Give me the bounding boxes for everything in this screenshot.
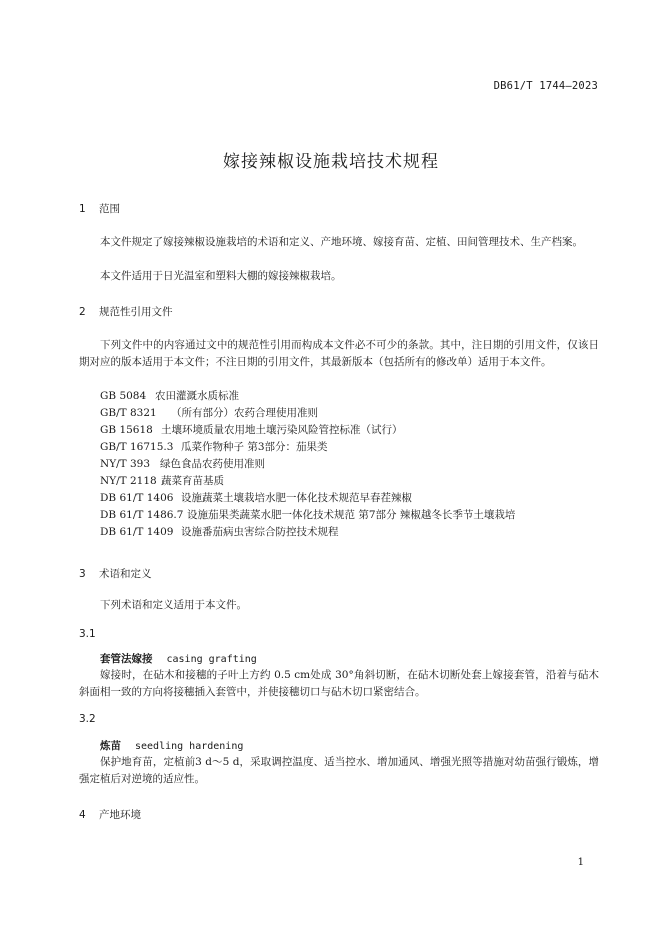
reference-code: NY/T 2118 [100,475,157,487]
section-2-paragraph-1: 下列文件中的内容通过文中的规范性引用而构成本文件必不可少的条款。其中，注日期的引用文件，仅该日期对应的版本适用于本文件；不注日期的引用文件，其最新版本（包括所有的修改单）适用于本文件。 [79,339,599,368]
reference-title: 土壤环境质量农用地土壤污染风险管控标准（试行） [161,424,403,436]
term-chinese: 套管法嫁接 [100,653,153,665]
section-3-paragraph-1: 下列术语和定义适用于本文件。 [100,599,247,611]
term-3-1-number: 3.1 [79,628,96,640]
reference-code: DB 61/T 1486.7 [100,509,184,521]
section-number: 2 [79,306,86,318]
reference-title: 设施蔬菜土壤栽培水肥一体化技术规范早春茬辣椒 [181,492,412,504]
term-3-2-definition: 保护地育苗，定植前3 d～5 d，采取调控温度、适当控水、增加通风、增强光照等措施对幼苗强行锻炼，增强定植后对逆境的适应性。 [79,756,599,785]
section-number: 3 [79,568,86,580]
reference-title: 绿色食品农药使用准则 [160,458,265,470]
reference-code: GB/T 16715.3 [100,441,174,453]
section-3-heading [79,566,152,581]
term-3-2-number: 3.2 [79,713,96,725]
section-1-paragraph-1: 本文件规定了嫁接辣椒设施栽培的术语和定义、产地环境、嫁接育苗、定植、田间管理技术、生产档案。 [100,236,583,248]
term-3-2-title [100,738,243,753]
section-1-paragraph-2: 本文件适用于日光温室和塑料大棚的嫁接辣椒栽培。 [100,270,342,282]
term-chinese: 炼苗 [100,740,121,752]
reference-item [100,405,318,422]
reference-item [100,524,339,541]
reference-item [100,439,328,456]
document-code: DB61/T 1744—2023 [493,80,598,92]
reference-title: 设施番茄病虫害综合防控技术规程 [181,526,339,538]
section-number: 4 [79,809,86,821]
term-english: casing grafting [166,654,257,665]
reference-code: DB 61/T 1406 [100,492,174,504]
term-3-1-definition: 嫁接时，在砧木和接穗的子叶上方约 0.5 cm处成 30°角斜切断，在砧木切断处套上嫁接套管，沿着与砧木斜面相一致的方向将接穗插入套管中，并使接穗切口与砧木切口紧密结合。 [79,669,599,698]
reference-title: 设施茄果类蔬菜水肥一体化技术规范 第7部分 辣椒越冬长季节土壤栽培 [187,509,516,521]
section-4-heading [79,807,141,822]
reference-code: GB 15618 [100,424,153,436]
reference-title: 蔬菜育苗基质 [161,475,224,487]
section-title: 产地环境 [99,809,141,821]
reference-item [100,507,515,524]
reference-item [100,456,265,473]
reference-title: 农田灌溉水质标准 [155,390,239,402]
document-title: 嫁接辣椒设施栽培技术规程 [223,152,439,172]
reference-code: DB 61/T 1409 [100,526,174,538]
reference-code: GB 5084 [100,390,147,402]
term-3-1-title [100,651,257,666]
section-title: 规范性引用文件 [99,306,173,318]
reference-item [100,473,224,490]
reference-code: NY/T 393 [100,458,151,470]
section-number: 1 [79,203,86,215]
reference-item [100,490,412,507]
section-title: 术语和定义 [99,568,152,580]
reference-item [100,388,239,405]
page-number: 1 [577,857,584,868]
section-2-heading [79,304,173,319]
reference-code: GB/T 8321 [100,407,157,419]
reference-title: 瓜菜作物种子 第3部分：茄果类 [181,441,328,453]
reference-title: （所有部分）农药合理使用准则 [171,407,318,419]
term-english: seedling hardening [135,741,244,752]
reference-item [100,422,403,439]
section-title: 范围 [99,203,120,215]
section-1-heading [79,201,120,216]
